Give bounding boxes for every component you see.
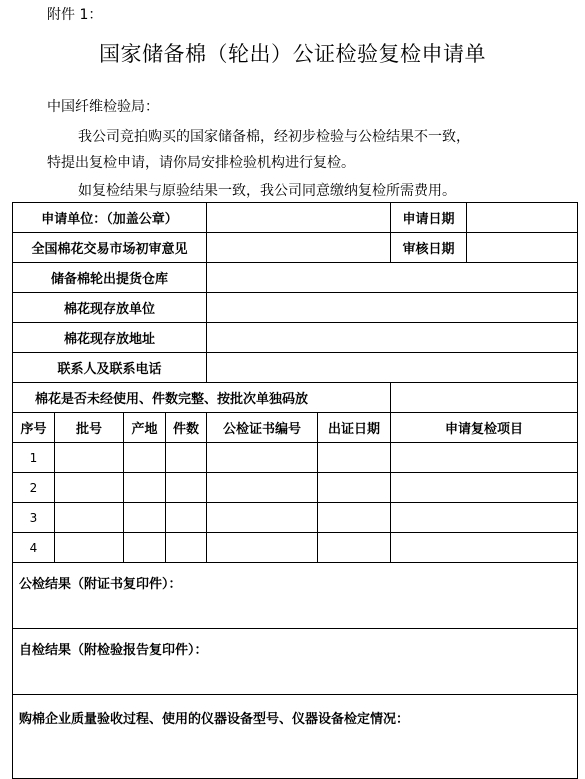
table-cell[interactable]	[166, 443, 207, 473]
column-header: 出证日期	[318, 413, 391, 443]
public-result-field[interactable]: 公检结果（附证书复印件）：	[13, 563, 578, 629]
column-header: 件数	[166, 413, 207, 443]
form-row-quality	[13, 695, 578, 779]
self-result-field[interactable]: 自检结果（附检验报告复印件）：	[13, 629, 578, 695]
warehouse-value-cell[interactable]	[207, 263, 578, 293]
table-cell[interactable]	[124, 533, 166, 563]
applicant-value-cell[interactable]	[207, 203, 391, 233]
table-row	[13, 473, 578, 503]
form-row-storage-address	[13, 323, 578, 353]
storage-address-value-cell[interactable]	[207, 323, 578, 353]
table-cell[interactable]	[318, 473, 391, 503]
paragraph-line-3: 如复检结果与原验结果一致，我公司同意缴纳复检所需费用。	[78, 183, 456, 199]
table-cell[interactable]	[318, 533, 391, 563]
review-date-label: 审核日期	[391, 233, 467, 263]
applicant-label: 申请单位：（加盖公章）	[13, 203, 207, 233]
table-cell[interactable]	[55, 503, 124, 533]
table-cell[interactable]	[318, 443, 391, 473]
table-cell[interactable]	[391, 473, 578, 503]
table-cell[interactable]	[391, 443, 578, 473]
warehouse-label: 储备棉轮出提货仓库	[13, 263, 207, 293]
review-date-value-cell[interactable]	[467, 233, 578, 263]
table-cell[interactable]	[207, 503, 318, 533]
storage-unit-label: 棉花现存放单位	[13, 293, 207, 323]
batch-table-header	[13, 413, 578, 443]
table-cell[interactable]	[55, 443, 124, 473]
table-cell[interactable]	[124, 503, 166, 533]
condition-value-cell[interactable]	[391, 383, 578, 413]
apply-date-label: 申请日期	[391, 203, 467, 233]
paragraph-line-1: 我公司竞拍购买的国家储备棉，经初步检验与公检结果不一致，	[78, 129, 470, 145]
table-cell[interactable]	[207, 533, 318, 563]
form-row-contact	[13, 353, 578, 383]
form-row-condition	[13, 383, 578, 413]
table-cell[interactable]	[207, 473, 318, 503]
column-header: 序号	[13, 413, 55, 443]
application-form-table	[12, 202, 578, 779]
storage-unit-value-cell[interactable]	[207, 293, 578, 323]
column-header: 申请复检项目	[391, 413, 578, 443]
table-cell[interactable]	[124, 473, 166, 503]
column-header: 批号	[55, 413, 124, 443]
table-cell[interactable]	[124, 443, 166, 473]
form-row-self-result	[13, 629, 578, 695]
column-header: 产地	[124, 413, 166, 443]
exchange-opinion-value-cell[interactable]	[207, 233, 391, 263]
table-cell[interactable]	[391, 503, 578, 533]
storage-address-label: 棉花现存放地址	[13, 323, 207, 353]
exchange-opinion-label: 全国棉花交易市场初审意见	[13, 233, 207, 263]
form-row-warehouse	[13, 263, 578, 293]
table-cell[interactable]	[207, 443, 318, 473]
table-cell[interactable]	[391, 533, 578, 563]
table-row	[13, 443, 578, 473]
quality-field[interactable]: 购棉企业质量验收过程、使用的仪器设备型号、仪器设备检定情况：	[13, 695, 578, 779]
row-number: 3	[13, 503, 55, 533]
table-cell[interactable]	[318, 503, 391, 533]
table-cell[interactable]	[55, 473, 124, 503]
condition-label: 棉花是否未经使用、件数完整、按批次单独码放	[13, 383, 391, 413]
row-number: 2	[13, 473, 55, 503]
form-row-public-result	[13, 563, 578, 629]
paragraph-line-2: 特提出复检申请，请你局安排检验机构进行复检。	[47, 155, 355, 171]
form-row-storage-unit	[13, 293, 578, 323]
form-row-applicant	[13, 203, 578, 233]
column-header: 公检证书编号	[207, 413, 318, 443]
row-number: 1	[13, 443, 55, 473]
contact-label: 联系人及联系电话	[13, 353, 207, 383]
table-cell[interactable]	[55, 533, 124, 563]
document-title: 国家储备棉（轮出）公证检验复检申请单	[99, 42, 486, 66]
table-cell[interactable]	[166, 503, 207, 533]
table-cell[interactable]	[166, 533, 207, 563]
table-cell[interactable]	[166, 473, 207, 503]
form-row-exchange-opinion	[13, 233, 578, 263]
addressee: 中国纤维检验局：	[47, 99, 159, 115]
table-row	[13, 503, 578, 533]
apply-date-value-cell[interactable]	[467, 203, 578, 233]
attachment-label: 附件 1：	[47, 7, 103, 23]
row-number: 4	[13, 533, 55, 563]
contact-value-cell[interactable]	[207, 353, 578, 383]
table-row	[13, 533, 578, 563]
